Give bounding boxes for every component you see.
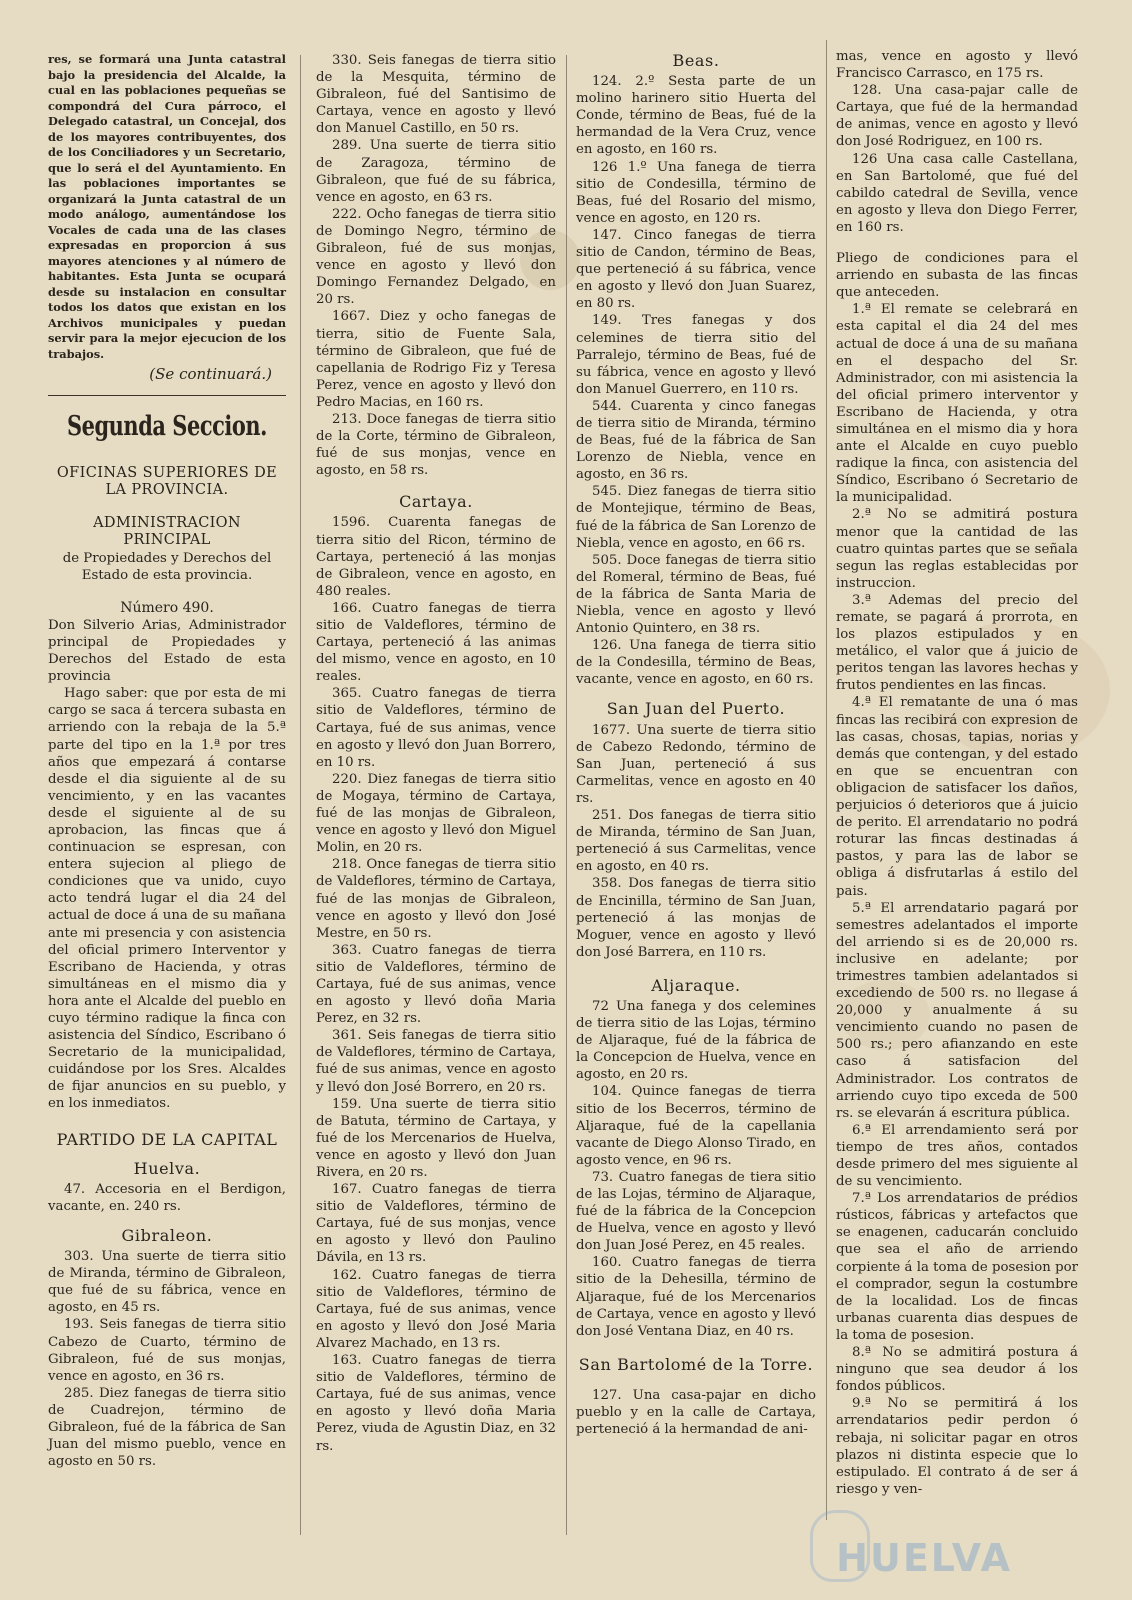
town-heading-san-juan: San Juan del Puerto. [606,699,786,719]
town-heading-gibraleon: Gibraleon. [121,1225,213,1245]
property-item: 167. Cuatro fanegas de tierra sitio de Valdeflores, término de Cartaya, fué de sus monjas, vence en agosto y llevó don Paulino Dávila, en 13 rs. [316,1182,556,1266]
town-heading-aljaraque: Aljaraque. [651,975,741,995]
property-item: 358. Dos fanegas de tierra sitio de Encinilla, término de San Juan, perteneció á las monjas de Moguer, vence en agosto y llevó don José Barrera, en 110 rs. [576,876,816,960]
property-item: 166. Cuatro fanegas de tierra sitio de Valdeflores, término de Cartaya, perteneció á las animas del mismo, vence en agosto, en 10 reales. [316,600,556,685]
column-2 [316,52,556,1455]
property-item: 1667. Diez y ocho fanegas de tierra, sitio de Fuente Sala, término de Gibraleon, que fué de capellania de Rodrigo Fiz y Teresa Perez, vence en agosto y llevó don Pedro Macias, en 160 rs. [316,309,556,410]
condition-item: 4.ª El rematante de una ó mas fincas las recibirá con expresion de las casas, chosas, tapias, norias y demás que contengan, y del estado en que se encuentran con obligacion de satisfacer los daños, perjuicios ó deterioros que á juicio de perito. El arrendatario no podrá roturar las fincas destinadas á pastos, y para las de labor se obliga á disfrutarlas á estilo del pais. [836,695,1078,899]
town-heading-san-bartolome: San Bartolomé de la Torre. [578,1354,814,1374]
condition-item: 5.ª El arrendatario pagará por semestres adelantados el importe del arriendo si es de 20,000 rs. inclusive en adelante; por trimestres tambien adelantados si excediendo de 500 rs. no llegase á 20,000 y anualmente á su vencimiento cuando no pasen de 500 rs.; pero afianzando en este caso á satisfacion del Administrador. Los contratos de arriendo cuyo tipo exceda de 500 rs. se elevarán á escritura pública. [836,900,1078,1121]
condition-item: 9.ª No se permitirá á los arrendatarios pedir perdon ó rebaja, ni solicitar pagar en otros plazos ni distinta especie que lo estipulado. El contrato á de ser á riesgo y ven- [836,1396,1078,1497]
condition-item: 8.ª No se admitirá postura á ninguno que sea deudor á los fondos públicos. [836,1345,1078,1395]
property-item: 124. 2.º Sesta parte de un molino harinero sitio Huerta del Conde, término de Beas, fué de la hermandad de la Vera Cruz, vence en agosto, en 160 rs. [576,74,816,158]
property-item: 104. Quince fanegas de tierra sitio de los Becerros, término de Aljaraque, fué de la capellania vacante de Diego Alonso Tirado, en agosto vence, en 96 rs. [576,1084,816,1168]
property-item: 47. Accesoria en el Berdigon, vacante, en. 240 rs. [48,1181,286,1214]
column-3 [576,52,816,1438]
town-heading-cartaya: Cartaya. [399,492,473,512]
condition-item: 2.ª No se admitirá postura menor que la cantidad de las cuatro quintas partes que se señala segun las reglas establecidas por instruccion. [836,507,1078,591]
property-item: 128. Una casa-pajar calle de Cartaya, que fué de la hermandad de animas, vence en agosto y llevó don José Rodriguez, en 100 rs. [836,83,1078,150]
property-item: 545. Diez fanegas de tierra sitio de Montejique, término de Beas, fué de la fábrica de San Lorenzo de Niebla, vence en agosto, en 66 rs. [576,484,816,551]
property-item: 218. Once fanegas de tierra sitio de Valdeflores, término de Cartaya, fué de las monjas de Gibraleon, vence en agosto y llevó don José Mestre, en 50 rs. [316,857,556,941]
property-item: mas, vence en agosto y llevó Francisco Carrasco, en 175 rs. [836,49,1078,82]
property-item: 303. Una suerte de tierra sitio de Miranda, término de Gibraleon, que fué de su fábrica, vence en agosto, en 45 rs. [48,1249,286,1316]
property-item: 289. Una suerte de tierra sitio de Zaragoza, término de Gibraleon, que fué de su fábrica, vence en agosto, en 63 rs. [316,138,556,205]
property-item: 127. Una casa-pajar en dicho pueblo y en la calle de Cartaya, perteneció á la hermandad de ani- [576,1387,816,1438]
notice-body: Hago saber: que por esta de mi cargo se saca á tercera subasta en arriendo con la rebaja de la 5.ª parte del tipo en la 1.ª por tres años que empezará á contarse desde el dia siguiente al de su vencimiento, y en las vacantes desde el siguiente al de su aprobacion, las fincas que á continuacion se espresan, con entera sujecion al pliego de condiciones que va unido, cuyo acto tendrá lugar el dia 24 del actual de doce á una de su mañana ante mi presencia y con asistencia del oficial primero Interventor y Escribano de Hacienda, y otras simultáneas en el mismo dia y hora ante el Alcalde del pueblo en cuyo término radique la finca con asistencia del Síndico, Escribano ó Secretario de la municipalidad, cuidándose por los Sres. Alcaldes de fijar anuncios en su pueblo, y en los inmediatos. [48,686,286,1112]
condition-item: 7.ª Los arrendatarios de prédios rústicos, fábricas y artefactos que se enagenen, caducarán concluido que sea el año de arriendo corpiente á la toma de posesion por el comprador, segun la costumbre de la localidad. Los de fincas urbanas cuarenta dias despues de la toma de posesion. [836,1191,1078,1343]
property-item: 361. Seis fanegas de tierra sitio de Valdeflores, término de Cartaya, fué de sus animas, vence en agosto y llevó don José Borrero, en 20 rs. [316,1028,556,1095]
property-item: 160. Cuatro fanegas de tierra sitio de la Dehesilla, término de Aljaraque, fué de los Mercenarios de Cartaya, vence en agosto y llevó don José Ventana Diaz, en 40 rs. [576,1255,816,1339]
property-item: 162. Cuatro fanegas de tierra sitio de Valdeflores, término de Cartaya, fué de sus animas, vence en agosto y llevó don José Maria Alvarez Machado, en 13 rs. [316,1267,556,1351]
column-4 [836,48,1078,1498]
condition-item: 3.ª Ademas del precio del remate, se pagará á prorrota, en los plazos estipulados y en metálico, el valor que á juicio de peritos tengan las lavores hechas y frutos pendientes en las fincas. [836,592,1078,694]
property-item: 220. Diez fanegas de tierra sitio de Mogaya, término de Cartaya, fué de las monjas de Gibraleon, vence en agosto y llevó don Miguel Molin, en 20 rs. [316,771,556,856]
property-item: 163. Cuatro fanegas de tierra sitio de Valdeflores, término de Cartaya, fué de sus animas, vence en agosto y llevó doña Maria Perez, viuda de Agustin Diaz, en 32 rs. [316,1353,556,1454]
property-item: 505. Doce fanegas de tierra sitio del Romeral, término de Beas, fué de la fábrica de Santa Maria de Niebla, vence en agosto y llevó Antonio Quintero, en 38 rs. [576,552,816,637]
property-item: 365. Cuatro fanegas de tierra sitio de Valdeflores, término de Cartaya, fué de sus animas, vence en agosto y llevó don Juan Borrero, en 10 rs. [316,686,556,770]
property-item: 213. Doce fanegas de tierra sitio de la Corte, término de Gibraleon, fué de sus monjas, vence en agosto, en 58 rs. [316,411,556,479]
column-1 [48,52,286,1470]
property-item: 126 1.º Una fanega de tierra sitio de Condesilla, término de Beas, fué del Rosario del mismo, vence en agosto, en 120 rs. [576,159,816,226]
spacer [836,236,1078,250]
section-divider [48,395,286,396]
property-item: 149. Tres fanegas y dos celemines de tierra sitio del Parralejo, término de Beas, fué de su fábrica, vence en agosto y llevó don Manuel Guerrero, en 110 rs. [576,313,816,397]
notice-intro: Don Silverio Arias, Administrador principal de Propiedades y Derechos del Estado de esta provincia [48,617,286,685]
property-item: 72 Una fanega y dos celemines de tierra sitio de las Lojas, término de Aljaraque, fué de la fábrica de la Concepcion de Huelva, vence en agosto, en 20 rs. [576,998,816,1083]
notice-number: Número 490. [120,599,214,616]
property-item: 251. Dos fanegas de tierra sitio de Miranda, término de San Juan, perteneció á sus Carmelitas, vence en agosto, en 40 rs. [576,808,816,875]
conditions-heading: Pliego de condiciones para el arriendo en subasta de las fincas que anteceden. [836,251,1078,301]
section-title: Segunda Seccion. [66,411,268,443]
column-rule [300,55,301,1535]
property-item: 285. Diez fanegas de tierra sitio de Cuadrejon, término de Gibraleon, fué de la fábrica de San Juan del mismo pueblo, vence en agosto en 50 rs. [48,1385,286,1470]
offices-heading: OFICINAS SUPERIORES DE LA PROVINCIA. [56,465,278,499]
condition-item: 6.ª El arrendamiento será por tiempo de tres años, contados desde primero del mes siguiente al de su vencimiento. [836,1122,1078,1190]
administration-subheading: de Propiedades y Derechos del Estado de esta provincia. [62,550,272,583]
property-item: 1677. Una suerte de tierra sitio de Cabezo Redondo, término de San Juan, perteneció á sus Carmelitas, vence en agosto en 40 rs. [576,722,816,806]
continued-note: (Se continuará.) [149,365,272,383]
administration-heading: ADMINISTRACION PRINCIPAL [93,515,241,549]
property-item: 1596. Cuarenta fanegas de tierra sitio del Ricon, término de Cartaya, perteneció á las monjas de Gibraleon, vence en agosto, en 480 reales. [316,515,556,599]
property-item: 363. Cuatro fanegas de tierra sitio de Valdeflores, término de Cartaya, fué de sus animas, vence en agosto y llevó doña Maria Perez, en 32 rs. [316,942,556,1027]
property-item: 73. Cuatro fanegas de tiera sitio de las Lojas, término de Aljaraque, fué de la fábrica de la Concepcion de Huelva, vence en agosto y llevó don Juan José Perez, en 45 reales. [576,1169,816,1254]
property-item: 126 Una casa calle Castellana, en San Bartolomé, que fué del cabildo catedral de Sevilla, vence en agosto y lleva don Diego Ferrer, en 160 rs. [836,151,1078,235]
property-item: 193. Seis fanegas de tierra sitio Cabezo de Cuarto, término de Gibraleon, fué de sus monjas, vence en agosto, en 36 rs. [48,1317,286,1384]
archive-watermark: HUELVA [836,1536,1012,1580]
town-heading-huelva: Huelva. [133,1158,201,1178]
property-item: 330. Seis fanegas de tierra sitio de la Mesquita, término de Gibraleon, fué del Santisimo de Cartaya, vence en agosto y llevó don Manuel Castillo, en 50 rs. [316,53,556,137]
property-item: 159. Una suerte de tierra sitio de Batuta, término de Cartaya, y fué de los Mercenarios de Huelva, vence en agosto y llevó don Juan Rivera, en 20 rs. [316,1096,556,1180]
property-item: 544. Cuarenta y cinco fanegas de tierra sitio de Miranda, término de Beas, fué de la fábrica de San Lorenzo de Niebla, vence en agosto, en 36 rs. [576,398,816,483]
condition-item: 1.ª El remate se celebrará en esta capital el dia 24 del mes actual de doce á una de su mañana en el despacho del Sr. Administrador, con mi asistencia la del oficial primero interventor y Escribano de Hacienda, y otra simultánea en el mismo dia y hora ante el Alcalde en cuyo pueblo radique la finca, con asistencia del Síndico, Escribano ó Secretario de la municipalidad. [836,302,1078,506]
district-heading: PARTIDO DE LA CAPITAL [56,1129,278,1149]
town-heading-beas: Beas. [672,51,720,70]
property-item: 222. Ocho fanegas de tierra sitio de Domingo Negro, término de Gibraleon, fué de sus monjas, vence en agosto y llevó don Domingo Fernandez Delgado, en 20 rs. [316,206,556,308]
column-rule [826,40,827,1520]
continued-article-text: res, se formará una Junta catastral bajo la presidencia del Alcalde, la cual en las poblaciones pequeñas se compondrá del Cura párroco, el Delegado catastral, un Concejal, dos de los mayores contribuyentes, dos de los Conciliadores y un Secretario, que lo será el del Ayuntamiento. En las poblaciones importantes se organizará la Junta catastral de un modo análogo, aumentándose los Vocales de cada una de las clases expresadas en proporcion á sus mayores atenciones y al número de habitantes. Esta Junta se ocupará desde su instalacion en consultar todos los datos que existan en los Archivos municipales y puedan servir para la mejor ejecucion de los trabajos. [48,52,286,361]
property-item: 147. Cinco fanegas de tierra sitio de Candon, término de Beas, que perteneció á su fábrica, vence en agosto y llevó don Juan Suarez, en 80 rs. [576,227,816,312]
column-rule [566,55,567,1535]
property-item: 126. Una fanega de tierra sitio de la Condesilla, término de Beas, vacante, vence en agosto, en 60 rs. [576,638,816,688]
